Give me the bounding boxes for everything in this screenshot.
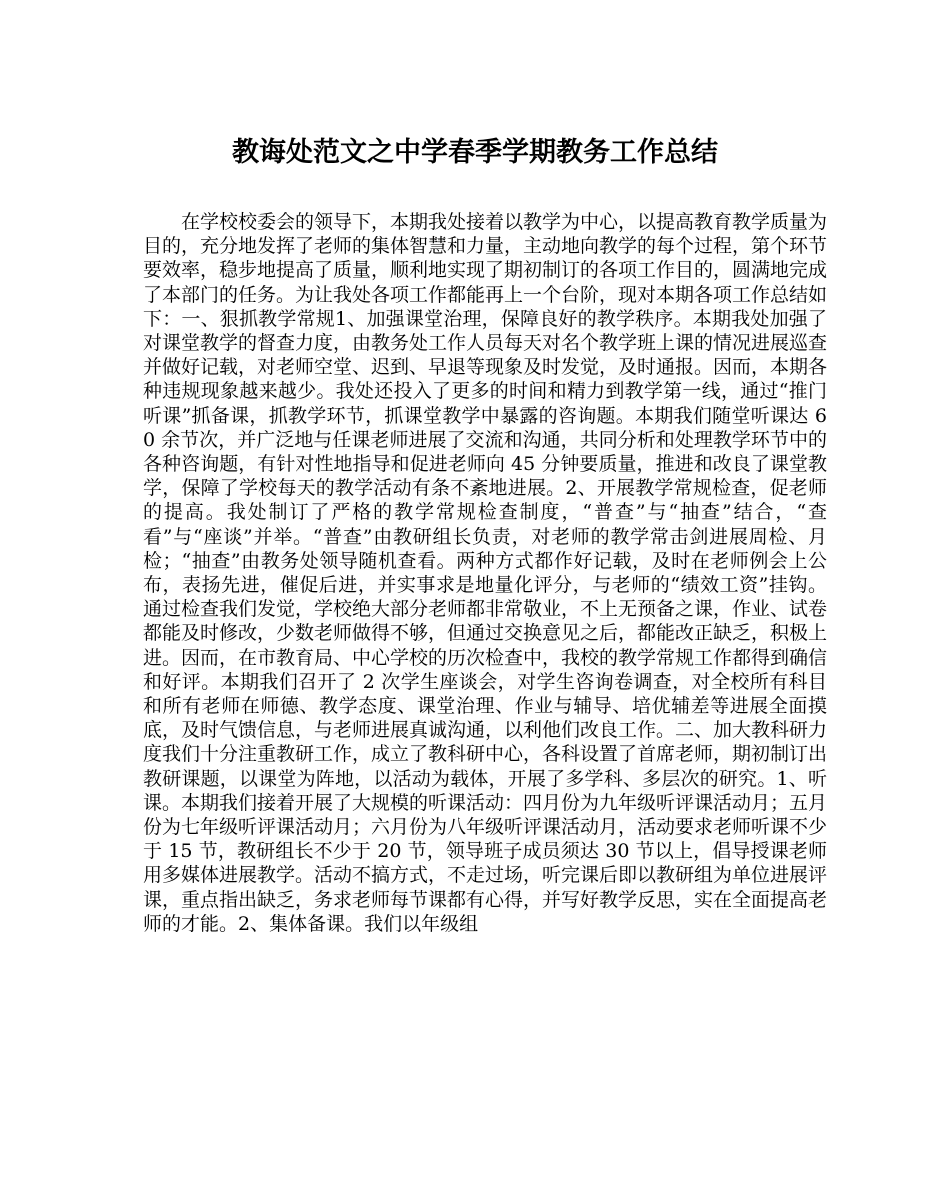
document-body-paragraph: 在学校校委会的领导下，本期我处接着以教学为中心，以提高教育教学质量为目的，充分地发挥了老师的集体智慧和力量，主动地向教学的每个过程，第个环节要效率，稳步地提高了质量，顺利地实现了期初制订的各项工作目的，圆满地完成了本部门的任务。为让我处各项工作都能再上一个台阶，现对本期各项工作总结如下：一、狠抓教学常规1、加强课堂治理，保障良好的教学秩序。本期我处加强了对课堂教学的督查力度，由教务处工作人员每天对名个教学班上课的情况进展巡查并做好记载，对老师空堂、迟到、早退等现象及时发觉，及时通报。因而，本期各种违规现象越来越少。我处还投入了更多的时间和精力到教学第一线，通过“推门听课”抓备课，抓教学环节，抓课堂教学中暴露的咨询题。本期我们随堂听课达 60 余节次，并广泛地与任课老师进展了交流和沟通，共同分析和处理教学环节中的各种咨询题，有针对性地指导和促进老师向 45 分钟要质量，推进和改良了课堂教学，保障了学校每天的教学活动有条不紊地进展。2、开展教学常规检查，促老师的提高。我处制订了严格的教学常规检查制度，“普查”与“抽查”结合，“查看”与“座谈”并举。“普查”由教研组长负责，对老师的教学常击剑进展周检、月检；“抽查”由教务处领导随机查看。两种方式都作好记载，及时在老师例会上公布，表扬先进，催促后进，并实事求是地量化评分，与老师的“绩效工资”挂钩。通过检查我们发觉，学校绝大部分老师都非常敬业，不上无预备之课，作业、试卷都能及时修改，少数老师做得不够，但通过交换意见之后，都能改正缺乏，积极上进。因而，在市教育局、中心学校的历次检查中，我校的教学常规工作都得到确信和好评。本期我们召开了 2 次学生座谈会，对学生咨询卷调查，对全校所有科目和所有老师在师德、教学态度、课堂治理、作业与辅导、培优辅差等进展全面摸底，及时气馈信息，与老师进展真诚沟通，以利他们改良工作。二、加大教科研力度我们十分注重教研工作，成立了教科研中心，各科设置了首席老师，期初制订出教研课题，以课堂为阵地，以活动为载体，开展了多学科、多层次的研究。1、听课。本期我们接着开展了大规模的听课活动：四月份为九年级听评课活动月；五月份为七年级听评课活动月；六月份为八年级听评课活动月，活动要求老师听课不少于 15 节，教研组长不少于 20 节，领导班子成员须达 30 节以上，倡导授课老师用多媒体进展教学。活动不搞方式，不走过场，听完课后即以教研组为单位进展评课，重点指出缺乏，务求老师每节课都有心得，并写好教学反思，实在全面提高老师的才能。2、集体备课。我们以年级组 bbox=[143, 211, 828, 935]
document-title: 教诲处范文之中学春季学期教务工作总结 bbox=[232, 137, 718, 168]
